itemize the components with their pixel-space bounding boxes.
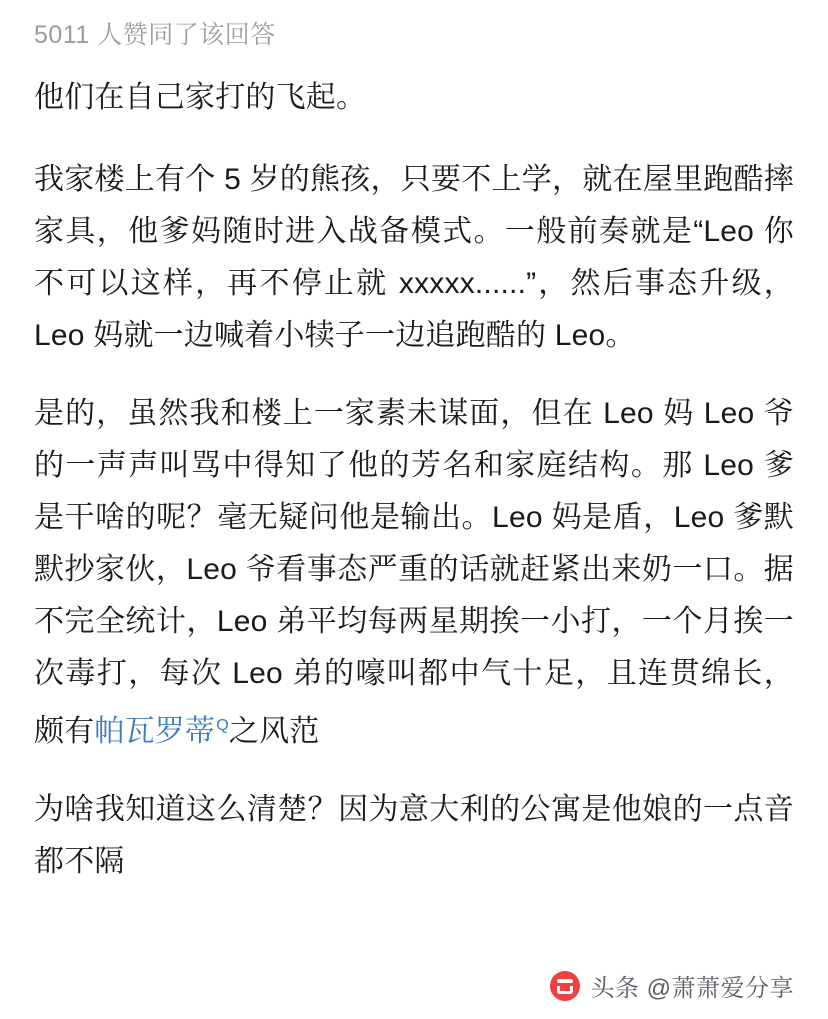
paravotti-link[interactable]: 帕瓦罗蒂 (94, 715, 216, 748)
reference-marker[interactable]: Q (216, 717, 229, 734)
paragraph-3-text-before-link: 是的，虽然我和楼上一家素未谋面，但在 Leo 妈 Leo 爷的一声声叫骂中得知了他的芳名和家庭结构。那 Leo 爹是干啥的呢？毫无疑问他是输出。Leo 妈是盾，Leo 爹默默抄家伙，Leo 爷看事态严重的话就赶紧出来奶一口。据不完全统计，Leo 弟平均每两星期挨一小打，一个月挨一次毒打，每次 Leo 弟的嚎叫都中气十足，且连贯绵长，颇有 (34, 397, 794, 748)
paragraph-1: 他们在自己家打的飞起。 (34, 81, 367, 114)
paragraph-3-text-after-link: 之风范 (228, 715, 320, 748)
watermark-footer (550, 968, 794, 1003)
paragraph-3 (34, 388, 794, 758)
toutiao-logo-icon (550, 971, 580, 1001)
paragraph-2: 我家楼上有个 5 岁的熊孩，只要不上学，就在屋里跑酷摔家具，他爹妈随时进入战备模式。一般前奏就是“Leo 你不可以这样，再不停止就 xxxxx......”，然后事态升级，Leo 妈就一边喊着小犊子一边追跑酷的 Leo。 (34, 163, 794, 352)
watermark-text: 头条 @萧萧爱分享 (590, 975, 794, 1002)
paragraph-4: 为啥我知道这么清楚？因为意大利的公寓是他娘的一点音都不隔 (34, 793, 794, 878)
vote-count-line: 5011 人赞同了该回答 (34, 21, 276, 49)
